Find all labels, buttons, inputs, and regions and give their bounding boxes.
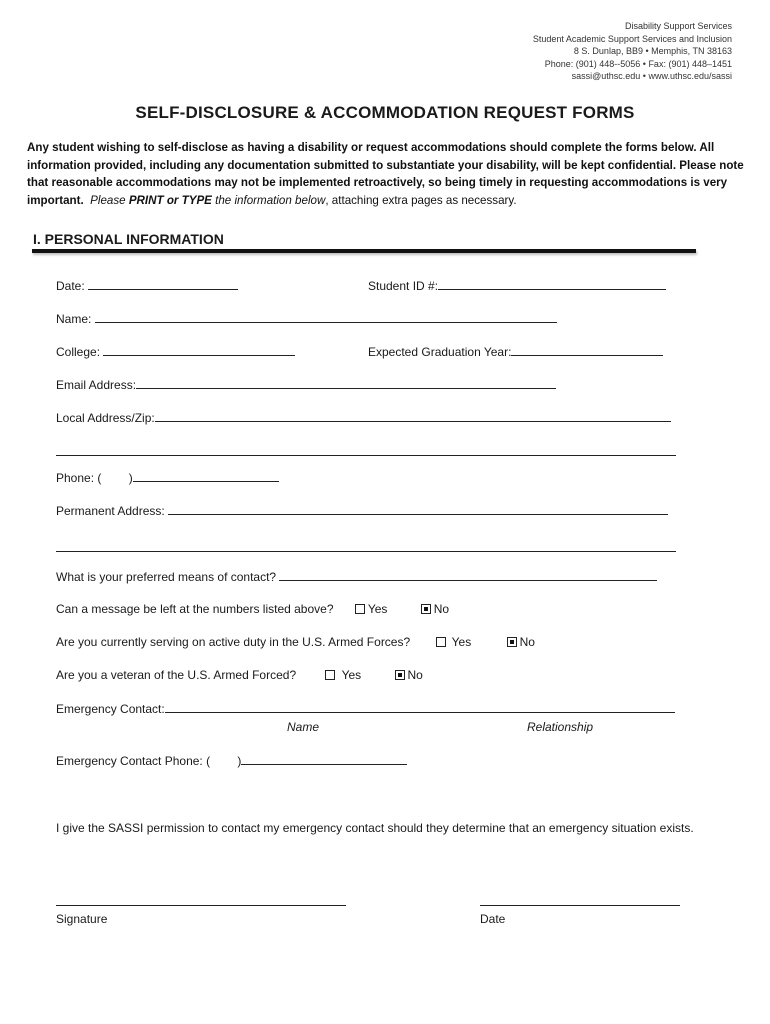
message-no-label: No: [433, 602, 450, 616]
date-input[interactable]: [88, 278, 238, 290]
permanent-address-line-2[interactable]: [56, 551, 676, 552]
preferred-contact-field: [56, 569, 657, 584]
active-duty-no-label: No: [519, 635, 535, 649]
grad-year-label: Expected Graduation Year:: [368, 345, 512, 359]
intro-print-type: PRINT or TYPE: [128, 193, 212, 207]
email-field: [56, 377, 556, 392]
header-line-2: Student Academic Support Services and Inclusion: [532, 33, 732, 44]
phone-close: ): [128, 471, 133, 485]
permanent-address-field: [56, 503, 668, 518]
permanent-address-label: Permanent Address:: [56, 504, 165, 518]
preferred-contact-label: What is your preferred means of contact?: [56, 570, 277, 584]
phone-input[interactable]: [133, 470, 279, 482]
veteran-question: [56, 668, 423, 682]
name-input[interactable]: [95, 311, 557, 323]
active-duty-yes-label: Yes: [451, 635, 472, 649]
message-question: [56, 602, 449, 616]
signature-line[interactable]: [56, 905, 346, 906]
message-no-option[interactable]: [421, 602, 449, 616]
active-duty-question: [56, 635, 535, 649]
emergency-phone-label: Emergency Contact Phone: (: [56, 754, 211, 768]
veteran-yes-checkbox[interactable]: [325, 670, 335, 680]
intro-bold-text: Any student wishing to self-disclose as having a disability or request accommodations should complete the forms below. All information provided, including any documentation submitted to substantiate your disability, will be kept confidential. Please note that reasonable accommodations may not be implemented retroactively, so being timely in requesting accommodations is very important.: [27, 141, 744, 207]
section-personal-information: I. PERSONAL INFORMATION: [33, 231, 224, 247]
veteran-no-checkbox[interactable]: [395, 670, 405, 680]
emergency-contact-field: [56, 701, 675, 716]
intro-paragraph: [27, 139, 747, 209]
header-line-5: sassi@uthsc.edu • www.uthsc.edu/sassi: [571, 71, 732, 81]
grad-year-input[interactable]: [511, 344, 663, 356]
student-id-field: [368, 278, 666, 293]
college-input[interactable]: [103, 344, 295, 356]
message-yes-label: Yes: [367, 602, 388, 616]
emergency-phone-close: ): [237, 754, 242, 768]
student-id-input[interactable]: [438, 278, 666, 290]
office-header: [533, 20, 732, 83]
intro-info-below: the information below: [211, 193, 326, 207]
emergency-contact-input[interactable]: [165, 701, 675, 713]
student-id-label: Student ID #:: [368, 279, 439, 293]
phone-field: [56, 470, 279, 485]
emergency-phone-input[interactable]: [241, 753, 407, 765]
email-input[interactable]: [136, 377, 556, 389]
name-field: [56, 311, 557, 326]
section-rule: [32, 249, 696, 253]
message-yes-option[interactable]: [355, 602, 388, 616]
grad-year-field: [368, 344, 663, 359]
form-title: SELF-DISCLOSURE & ACCOMMODATION REQUEST FORMS: [135, 103, 635, 122]
intro-please: Please: [90, 193, 129, 207]
college-field: [56, 344, 295, 359]
date-label: Date:: [56, 279, 85, 293]
permission-statement: I give the SASSI permission to contact my emergency contact should they determine that an emergency situation exists.: [56, 821, 694, 835]
college-label: College:: [56, 345, 101, 359]
emergency-name-sublabel: Name: [287, 720, 320, 734]
signature-date-label: Date: [480, 912, 506, 926]
signature-label: Signature: [56, 912, 108, 926]
emergency-contact-label: Emergency Contact:: [56, 702, 165, 716]
header-line-4: Phone: (901) 448--5056 • Fax: (901) 448–1451: [544, 58, 732, 69]
signature-date-line[interactable]: [480, 905, 680, 906]
local-address-label: Local Address/Zip:: [56, 411, 155, 425]
active-duty-yes-option[interactable]: [436, 635, 472, 649]
date-field: [56, 278, 238, 293]
active-duty-yes-checkbox[interactable]: [436, 637, 446, 647]
veteran-no-option[interactable]: [395, 668, 423, 682]
local-address-field: [56, 410, 671, 425]
intro-rest: , attaching extra pages as necessary.: [325, 193, 517, 207]
emergency-phone-field: [56, 753, 407, 768]
emergency-relationship-sublabel: Relationship: [527, 720, 594, 734]
name-label: Name:: [56, 312, 92, 326]
email-label: Email Address:: [56, 378, 137, 392]
active-duty-label: Are you currently serving on active duty in the U.S. Armed Forces?: [56, 635, 411, 649]
header-line-1: Disability Support Services: [624, 21, 732, 31]
preferred-contact-input[interactable]: [279, 569, 657, 581]
veteran-no-label: No: [407, 668, 423, 682]
veteran-yes-option[interactable]: [325, 668, 361, 682]
local-address-line-2[interactable]: [56, 455, 676, 456]
message-no-checkbox[interactable]: [421, 604, 431, 614]
phone-label: Phone: (: [56, 471, 102, 485]
permanent-address-input[interactable]: [168, 503, 668, 515]
veteran-label: Are you a veteran of the U.S. Armed Forced?: [56, 668, 297, 682]
active-duty-no-checkbox[interactable]: [507, 637, 517, 647]
message-yes-checkbox[interactable]: [355, 604, 365, 614]
header-line-3: 8 S. Dunlap, BB9 • Memphis, TN 38163: [573, 46, 732, 56]
local-address-input[interactable]: [155, 410, 671, 422]
veteran-yes-label: Yes: [341, 668, 362, 682]
message-question-label: Can a message be left at the numbers listed above?: [56, 602, 334, 616]
active-duty-no-option[interactable]: [507, 635, 535, 649]
